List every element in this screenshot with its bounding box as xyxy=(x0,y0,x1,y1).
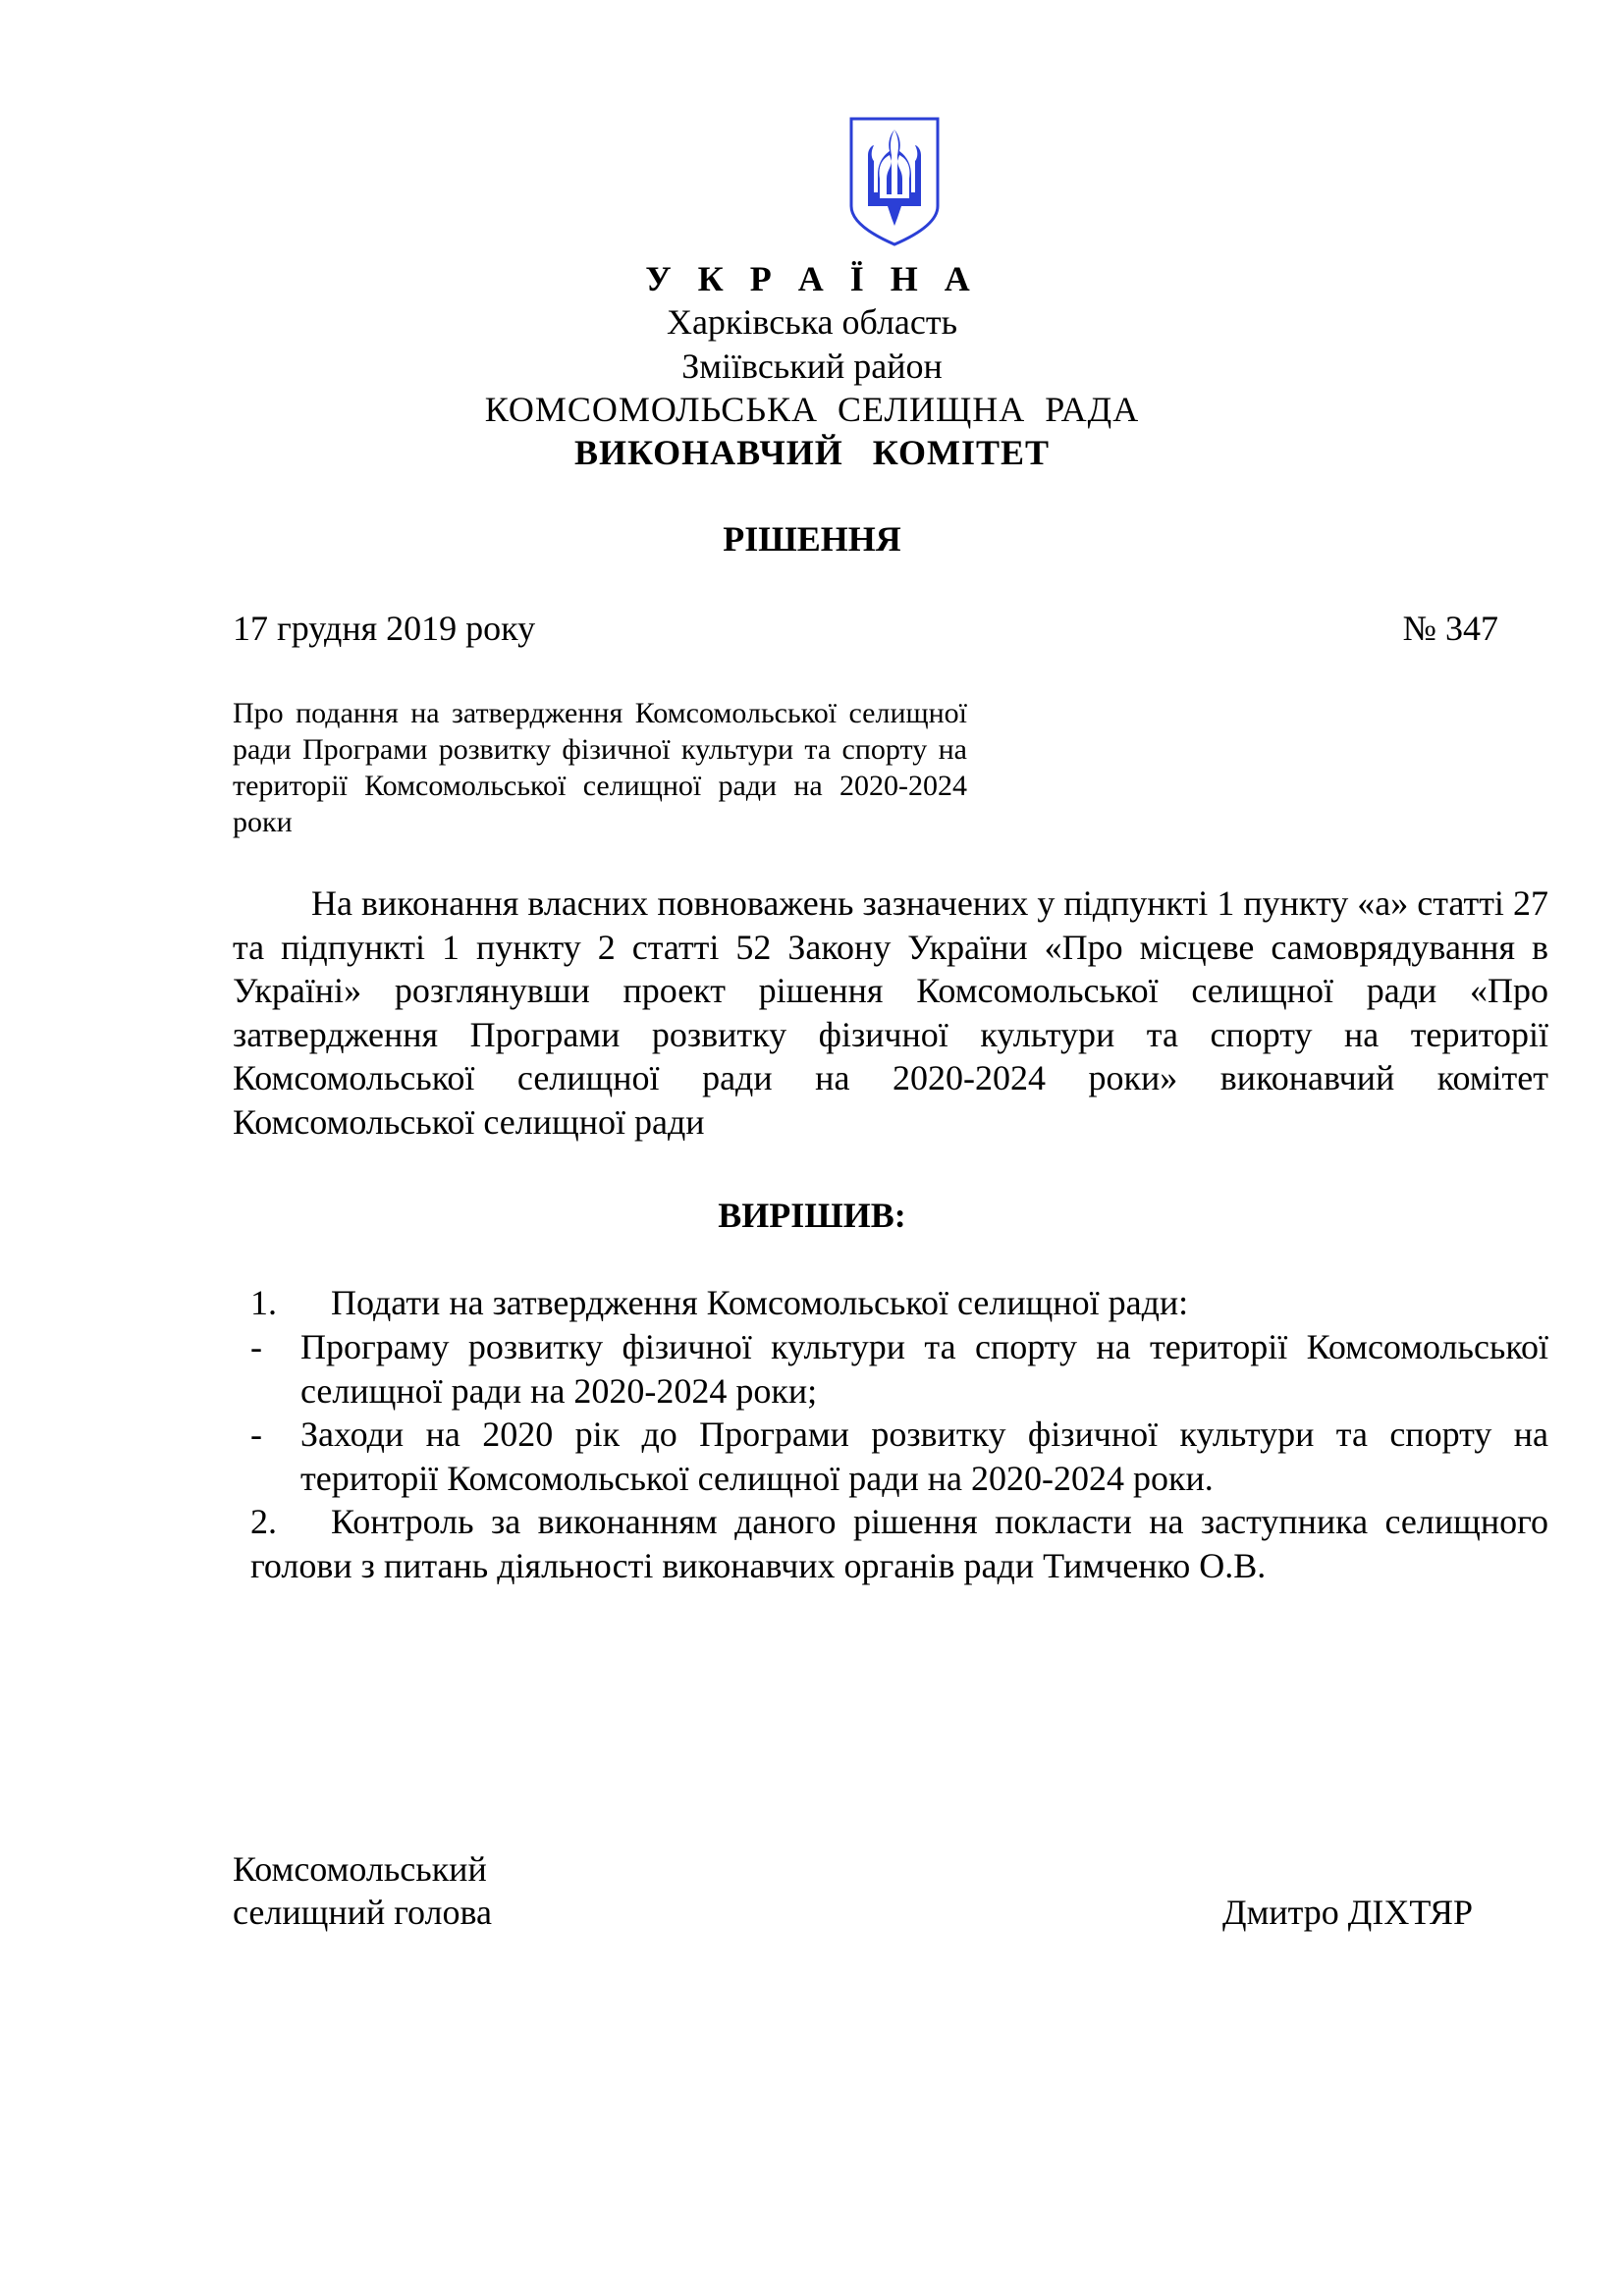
oblast-line: Харківська область xyxy=(666,302,958,342)
document-type-title: РІШЕННЯ xyxy=(723,519,901,559)
subitem-marker: - xyxy=(250,1415,262,1454)
resolved-heading: ВИРІШИВ: xyxy=(718,1196,906,1235)
committee-line: ВИКОНАВЧИЙ КОМІТЕТ xyxy=(573,433,1051,472)
resolution-item-1 xyxy=(250,1281,1548,1325)
raion-line: Зміївський район xyxy=(681,347,943,386)
item-text: Контроль за виконанням даного рішення покласти на заступника селищного голови з питань діяльності виконавчих органів ради Тимченко О.В. xyxy=(250,1502,1548,1585)
decision-date: 17 грудня 2019 року xyxy=(233,609,536,648)
decision-subject: Про подання на затвердження Комсомольської селищної ради Програми розвитку фізичної культури та спорту на території Комсомольської селищної ради на 2020-2024 роки xyxy=(233,697,967,838)
item-text: Подати на затвердження Комсомольської селищної ради: xyxy=(331,1283,1189,1322)
subitem-text: Заходи на 2020 рік до Програми розвитку фізичної культури та спорту на території Комсомольської селищної ради на 2020-2024 роки. xyxy=(300,1415,1548,1498)
preamble-paragraph: На виконання власних повноважень зазначених у підпункті 1 пункту «а» статті 27 та підпункті 1 пункту 2 статті 52 Закону України «Про місцеве самоврядування в Україні» розглянувши проект рішення Комсомольської селищної ради «Про затвердження Програми розвитку фізичної культури та спорту на території Комсомольської селищної ради на 2020-2024 роки» виконавчий комітет Комсомольської селищної ради xyxy=(233,883,1548,1142)
coat-of-arms-of-ukraine-icon xyxy=(848,116,941,247)
item-number: 2. xyxy=(250,1502,277,1541)
subitem-text: Програму розвитку фізичної культури та спорту на території Комсомольської селищної ради на 2020-2024 роки; xyxy=(300,1327,1548,1411)
signatory-position-line: Комсомольський xyxy=(233,1849,487,1889)
subitem-marker: - xyxy=(250,1327,262,1366)
resolution-item-2 xyxy=(250,1500,1548,1587)
signatory-name: Дмитро ДІХТЯР xyxy=(1222,1893,1473,1932)
country-title: У К Р А Ї Н А xyxy=(645,259,979,298)
decision-number: № 347 xyxy=(1402,609,1498,648)
signatory-position-line: селищний голова xyxy=(233,1893,493,1932)
item-number: 1. xyxy=(250,1283,277,1322)
council-line: КОМСОМОЛЬСЬКА СЕЛИЩНА РАДА xyxy=(484,390,1140,429)
signatory-position xyxy=(233,1847,492,1934)
